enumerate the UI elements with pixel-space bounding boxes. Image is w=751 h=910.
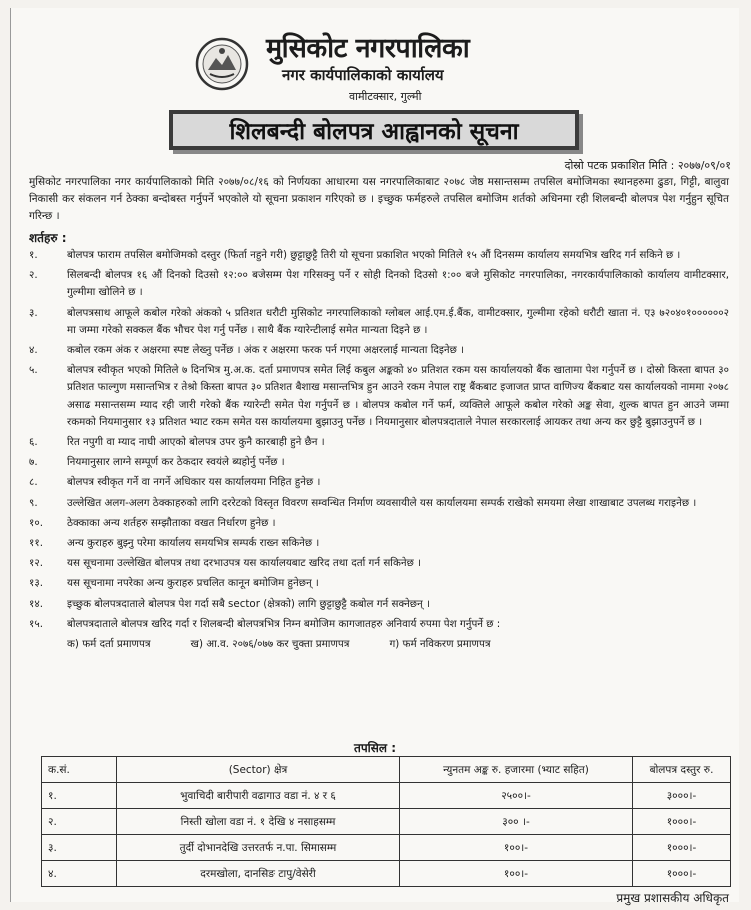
term-text: यस सूचनामा उल्लेखित बोलपत्र तथा दरभाउपत्र यस कार्यालयबाट खरिद तथा दर्ता गर्न सकिनेछ । bbox=[67, 557, 421, 570]
term-number: ८. bbox=[29, 476, 38, 489]
notice-title-banner bbox=[169, 110, 579, 150]
cell-sector: निस्ती खोला वडा नं. १ देखि ४ नसाहसम्म bbox=[117, 809, 400, 835]
cell-minimum-amount: १००।- bbox=[400, 835, 633, 861]
office-address: वामीटक्सार, गुल्मी bbox=[349, 90, 422, 103]
cell-sn: २. bbox=[42, 809, 117, 835]
notice-title: शिलबन्दी बोलपत्र आह्वानको सूचना bbox=[173, 114, 575, 146]
column-header-sn: क.सं. bbox=[42, 757, 117, 783]
column-header-bid-fee: बोलपत्र दस्तुर रु. bbox=[633, 757, 731, 783]
cell-bid-fee: १०००।- bbox=[633, 861, 731, 887]
term-number: १५. bbox=[29, 617, 43, 630]
term-text: बोलपत्रदाताले बोलपत्र खरिद गर्दा र शिलबन्दी बोलपत्रभित्र निम्न बमोजिम कागजातहरु अनिवार्य रुपमा पेश गर्नुपर्ने छ : bbox=[67, 617, 501, 630]
required-documents bbox=[29, 636, 729, 653]
term-number: ११. bbox=[29, 537, 43, 550]
term-item bbox=[29, 362, 729, 431]
table-header-row bbox=[42, 757, 731, 783]
term-item bbox=[29, 555, 729, 572]
term-item bbox=[29, 342, 729, 359]
cell-bid-fee: १०००।- bbox=[633, 809, 731, 835]
term-number: ४. bbox=[29, 344, 38, 357]
term-item bbox=[29, 515, 729, 532]
term-text: कबोल रकम अंक र अक्षरमा स्पष्ट लेख्नु पर्नेछ । अंक र अक्षरमा फरक पर्न गएमा अक्षरलाई मान्यता दिइनेछ । bbox=[67, 344, 465, 357]
organization-name: मुसिकोट नगरपालिका bbox=[266, 33, 470, 64]
term-number: २. bbox=[29, 269, 38, 282]
term-text: बोलपत्र स्वीकृत भएको मितिले ७ दिनभित्र मु.अ.क. दर्ता प्रमाणपत्र समेत लिई कबुल अङ्कको ४० प्रतिशत रकम यस कार्यालयको बैंक खातामा पेश गर्नुपर्ने छ । दोस्रो किस्ता बापत ३० प्रतिशत फाल्गुण मसान्तभित्र र तेश्रो किस्ता बापत ३० प्रतिशत बैशाख मसान्तभित्र हुन आउने रकम नेपाल राष्ट्र बैंकबाट इजाजत प्राप्त वाणिज्य बैंकबाट यस कार्यालयको नाममा २०७८ असाढ मसान्तसम्म म्याद रही जारी गरेको बैंक ग्यारेन्टी समेत पेश गर्नुपर्ने छ । बोलपत्र कबोल गर्ने फर्म, व्यक्तिले आफूले कबोल गरेको अङ्क सेवा, शुल्क बापत हुन आउने जम्मा रकमको नियमानुसार १३ प्रतिशत भ्याट रकम समेत यस कार्यालयमा बुझाउनु पर्नेछ । नियमानुसार बोलपत्रदाताले नेपाल सरकारलाई आयकर तथा अन्य कर छुट्टै बुझाउनुपर्ने छ । bbox=[67, 364, 729, 428]
terms-heading: शर्तहरु : bbox=[29, 231, 67, 245]
term-item bbox=[29, 247, 729, 264]
cell-minimum-amount: ३०० ।- bbox=[400, 809, 633, 835]
term-text: अन्य कुराहरु बुझ्नु परेमा कार्यालय समयभित्र सम्पर्क राख्न सकिनेछ । bbox=[67, 537, 320, 550]
publication-date: दोस्रो पटक प्रकाशित मिति : २०७७/०९/०१ bbox=[564, 159, 731, 172]
term-number: १३. bbox=[29, 577, 43, 590]
required-document-item: ख) आ.व. २०७६/०७७ कर चुक्ता प्रमाणपत्र bbox=[190, 638, 350, 651]
term-text: ठेक्काका अन्य शर्तहरु सम्झौताका वखत निर्धारण हुनेछ । bbox=[67, 516, 276, 529]
cell-bid-fee: ३०००।- bbox=[633, 783, 731, 809]
term-text: बोलपत्रसाथ आफूले कबोल गरेको अंकको ५ प्रतिशत धरौटी मुसिकोट नगरपालिकाको ग्लोबल आई.एम.ई.बैंक, वामीटक्सार, गुल्मीमा रहेको धरौटी खाता नं. ए३ ७२०४०१००००००२ मा जम्मा गरेको सक्कल बैंक भौचर पेश गर्नु पर्नेछ । साथै बैंक ग्यारेन्टीलाई समेत मान्यता दिइने छ । bbox=[67, 306, 729, 336]
term-item bbox=[29, 454, 729, 471]
term-item bbox=[29, 596, 729, 613]
cell-sn: ३. bbox=[42, 835, 117, 861]
term-text: यस सूचनामा नपरेका अन्य कुराहरु प्रचलित कानून बमोजिम हुनेछन् । bbox=[67, 577, 319, 590]
term-number: ७. bbox=[29, 456, 38, 469]
term-number: १०. bbox=[29, 516, 43, 529]
term-item bbox=[29, 575, 729, 592]
required-document-item: क) फर्म दर्ता प्रमाणपत्र bbox=[67, 638, 151, 651]
table-row bbox=[42, 783, 731, 809]
term-number: ३. bbox=[29, 306, 38, 319]
cell-sector: भुवाचिदी बारीपारी वढागाउ वडा नं. ४ र ६ bbox=[117, 783, 400, 809]
term-item bbox=[29, 267, 729, 301]
term-text: बोलपत्र स्वीकृत गर्ने वा नगर्ने अधिकार यस कार्यालयमा निहित हुनेछ । bbox=[67, 476, 321, 489]
office-name: नगर कार्यपालिकाको कार्यालय bbox=[282, 66, 444, 84]
notice-page bbox=[10, 8, 739, 905]
term-text: सिलबन्दी बोलपत्र १६ औं दिनको दिउसो १२:०० बजेसम्म पेश गरिसक्नु पर्ने र सोही दिनको दिउसो १:०० बजे मुसिकोट नगरपालिका, नगरकार्यपालिकाको कार्यालय वामीटक्सार, गुल्मीमा खोलिने छ । bbox=[67, 269, 729, 299]
term-text: उल्लेखित अलग-अलग ठेक्काहरुको लागि दररेटको विस्तृत विवरण सम्वन्धित निर्माण व्यवसायीले यस कार्यालयमा सम्पर्क राखेको समयमा लेखा शाखाबाट उपलब्ध गराइनेछ । bbox=[67, 496, 697, 509]
term-text: रित नपुगी वा म्याद नाघी आएको बोलपत्र उपर कुनै कारबाही हुने छैन । bbox=[67, 436, 325, 449]
term-item bbox=[29, 305, 729, 339]
nepal-emblem-icon bbox=[194, 36, 250, 92]
terms-list bbox=[29, 247, 729, 653]
term-item bbox=[29, 535, 729, 552]
term-item bbox=[29, 434, 729, 451]
cell-sn: ४. bbox=[42, 861, 117, 887]
term-item bbox=[29, 616, 729, 633]
cell-sector: तुर्दी दोभानदेखि उत्तरतर्फ न.पा. सिमासम्म bbox=[117, 835, 400, 861]
term-text: नियमानुसार लाग्ने सम्पूर्ण कर ठेकदार स्वयंले ब्यहोर्नु पर्नेछ । bbox=[67, 456, 285, 469]
signature-designation: प्रमुख प्रशासकीय अधिकृत bbox=[616, 891, 729, 905]
notice-header bbox=[11, 8, 739, 104]
term-item bbox=[29, 474, 729, 491]
cell-minimum-amount: २५००।- bbox=[400, 783, 633, 809]
term-number: ९. bbox=[29, 496, 38, 509]
term-text: बोलपत्र फाराम तपसिल बमोजिमको दस्तुर (फिर्ता नहुने गरी) छुट्टाछुट्टै तिरी यो सूचना प्रकाशित भएको मितिले १५ औं दिनसम्म कार्यालय समयभित्र खरिद गर्न सकिने छ । bbox=[67, 249, 681, 261]
table-row bbox=[42, 861, 731, 887]
term-number: ५. bbox=[29, 364, 38, 377]
cell-minimum-amount: १००।- bbox=[400, 861, 633, 887]
table-row bbox=[42, 835, 731, 861]
table-row bbox=[42, 809, 731, 835]
schedule-heading: तपसिल : bbox=[354, 741, 396, 755]
intro-paragraph: मुसिकोट नगरपालिका नगर कार्यपालिकाको मिति २०७७/०८/१६ को निर्णयका आधारमा यस नगरपालिकाबाट २०७८ जेष्ठ मसान्तसम्म तपसिल बमोजिमका स्थानहरुमा ढुङा, गिट्टी, बालुवा निकासी कर संकलन गर्न ठेक्का बन्दोबस्त गर्नुपर्ने भएकोले यो सूचना प्रकाशन गरिएको छ । इच्छुक फर्महरुले तपसिल बमोजिम शर्तको अधिनमा रही शिलबन्दी बोलपत्र पेश गर्नुहुन सूचित गरिन्छ । bbox=[29, 176, 729, 222]
column-header-minimum-amount: न्युनतम अङ्क रु. हजारमा (भ्याट सहित) bbox=[400, 757, 633, 783]
cell-bid-fee: १०००।- bbox=[633, 835, 731, 861]
term-number: १४. bbox=[29, 597, 43, 610]
term-text: इच्छुक बोलपत्रदाताले बोलपत्र पेश गर्दा सबै sector (क्षेत्रको) लागि छुट्टाछुट्टै कबोल गर्न सक्नेछन् । bbox=[67, 597, 430, 610]
term-number: १. bbox=[29, 249, 38, 261]
schedule-table bbox=[41, 756, 731, 887]
required-document-item: ग) फर्म नविकरण प्रमाणपत्र bbox=[389, 638, 491, 651]
term-number: १२. bbox=[29, 557, 43, 570]
column-header-sector: (Sector) क्षेत्र bbox=[117, 757, 400, 783]
term-item bbox=[29, 495, 729, 512]
term-number: ६. bbox=[29, 436, 38, 449]
cell-sn: १. bbox=[42, 783, 117, 809]
cell-sector: दरमखोला, दानसिङ टापु/वेसेरी bbox=[117, 861, 400, 887]
